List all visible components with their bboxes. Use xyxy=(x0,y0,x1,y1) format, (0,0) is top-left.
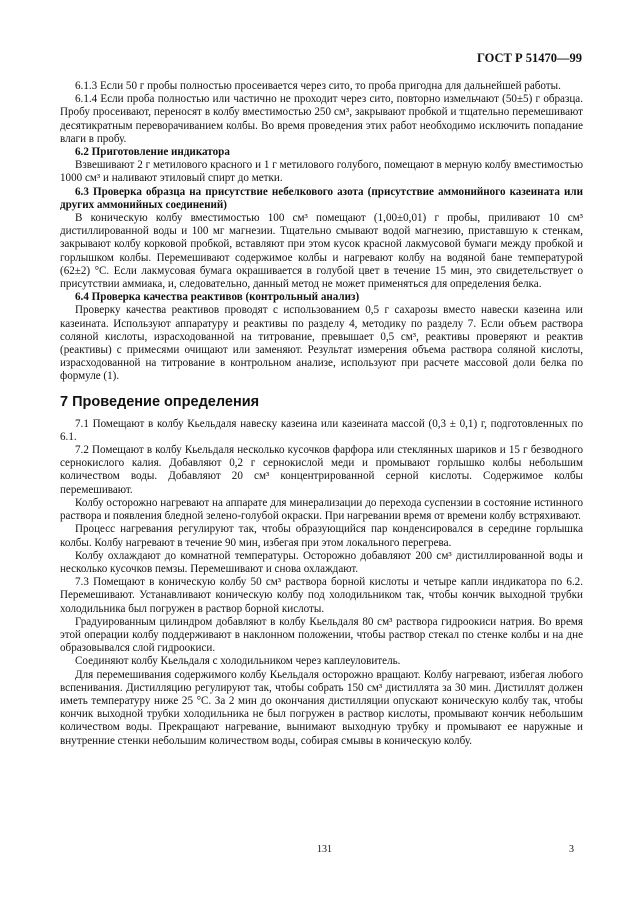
paragraph-7-2-cooling: Колбу охлаждают до комнатной температуры. Осторожно добавляют 200 см³ дистиллированной воды и несколько кусочков пемзы. Перемешивают и снова охлаждают. xyxy=(60,549,583,575)
paragraph-7-3-connect: Соединяют колбу Кьельдаля с холодильником через каплеуловитель. xyxy=(75,655,401,668)
paragraph-7-3: 7.3 Помещают в коническую колбу 50 см³ раствора борной кислоты и четыре капли индикатора по 6.2. Перемешивают. Устанавливают коническую колбу под холодильником так, чтобы кончик выходной трубки холодильника был погружен в раствор борной кислоты. xyxy=(60,576,583,615)
page-number-right: 3 xyxy=(569,844,574,855)
paragraph-7-2-heating: Колбу осторожно нагревают на аппарате для минерализации до перехода суспензии в состояние истинного раствора и появления бледной зелено-голубой окраски. При нагревании время от времени колбу встряхивают. xyxy=(60,496,583,523)
standard-header: ГОСТ Р 51470—99 xyxy=(476,51,582,65)
section-7-title: 7 Проведение определения xyxy=(60,393,260,410)
paragraph-7-3-naoh: Градуированным цилиндром добавляют в колбу Кьельдаля 80 см³ раствора гидроокиси натрия. Во время этой операции колбу поддерживают в наклонном положении, чтобы раствор стекал по стенке колбы и на дне образовывался слой гидроокиси. xyxy=(60,615,583,655)
paragraph-6-3: В коническую колбу вместимостью 100 см³ помещают (1,00±0,01) г пробы, приливают 10 см³ дистиллированной воды и 100 мг магнезии. Тщательно смывают водой магнезию, приставшую к стенкам, закрывают колбу корковой пробкой, вставляют при этом кусок красной лакмусовой бумаги между пробкой и горлышком колбы. Перемешивают содержимое колбы и нагревают колбу на водяной бане температурой (62±2) °С. Если лакмусовая бумага окрашивается в голубой цвет в течение 15 мин, это свидетельствует о присутствии аммиака, и, следовательно, данный метод не может применяться для определения белка. xyxy=(60,212,583,291)
heading-6-2: 6.2 Приготовление индикатора xyxy=(75,146,230,159)
page-number-center: 131 xyxy=(317,844,332,855)
paragraph-7-3-distill: Для перемешивания содержимого колбу Кьельдаля осторожно вращают. Колбу нагревают, избегая любого вспенивания. Дистилляцию регулируют так, чтобы собрать 150 см³ дистиллята за 30 мин. Дистиллят должен иметь температуру ниже 25 °С. За 2 мин до окончания дистилляции опускают коническую колбу так, чтобы кончик выходной трубки холодильника не был погружен в раствор кислоты, промывают кончик небольшим количеством воды. Прекращают нагревание, вынимают выходную трубку и промывают ее наружные и внутренние стенки небольшим количеством воды, собирая смывы в коническую колбу. xyxy=(60,668,583,747)
paragraph-6-2: Взвешивают 2 г метилового красного и 1 г метилового голубого, помещают в мерную колбу вместимостью 1000 см³ и наливают этиловый спирт до метки. xyxy=(60,159,583,185)
heading-6-3: 6.3 Проверка образца на присутствие небелкового азота (присутствие аммонийного казеината или других аммонийных соединений) xyxy=(60,185,583,211)
paragraph-6-1-3: 6.1.3 Если 50 г пробы полностью просеивается через сито, то проба пригодна для дальнейшей работы. xyxy=(75,80,561,92)
paragraph-6-1-4: 6.1.4 Если проба полностью или частично не проходит через сито, повторно измельчают (50±5) г образца. Пробу просеивают, переносят в колбу вместимостью 250 см³, закрывают пробкой и тщательно перемешивают десятикратным переворачиванием колбы. Во время проведения этих работ необходимо исключить попадание влаги в пробу. xyxy=(60,93,583,145)
paragraph-7-2: 7.2 Помещают в колбу Кьельдаля несколько кусочков фарфора или стеклянных шариков и 15 г безводного сернокислого калия. Добавляют 0,2 г сернокислой меди и промывают горлышко колбы небольшим количеством воды. Добавляют 20 см³ концентрированной серной кислоты. Содержимое колбы перемешивают. xyxy=(60,444,583,496)
paragraph-7-1: 7.1 Помещают в колбу Кьельдаля навеску казеина или казеината массой (0,3 ± 0,1) г, подготовленных по 6.1. xyxy=(60,417,583,443)
paragraph-7-2-regulation: Процесс нагревания регулируют так, чтобы образующийся пар конденсировался в середине горлышка колбы. Колбу нагревают в течение 90 мин, избегая при этом локального перегрева. xyxy=(60,523,583,549)
heading-6-4: 6.4 Проверка качества реактивов (контрольный анализ) xyxy=(75,291,360,304)
document-body xyxy=(60,80,583,748)
paragraph-6-4: Проверку качества реактивов проводят с использованием 0,5 г сахарозы вместо навески казеина или казеината. Используют аппаратуру и реактивы по разделу 4, методику по разделу 7. Если объем раствора соляной кислоты, израсходованной на титрование, превышает 0,5 см³, реактивы проверяют и реактив (реактивы) с примесями очищают или заменяют. Результат измерения объема раствора соляной кислоты, израсходованной на титрование в контрольном анализе, используют при расчете массовой доли белка по формуле (1). xyxy=(60,304,583,383)
